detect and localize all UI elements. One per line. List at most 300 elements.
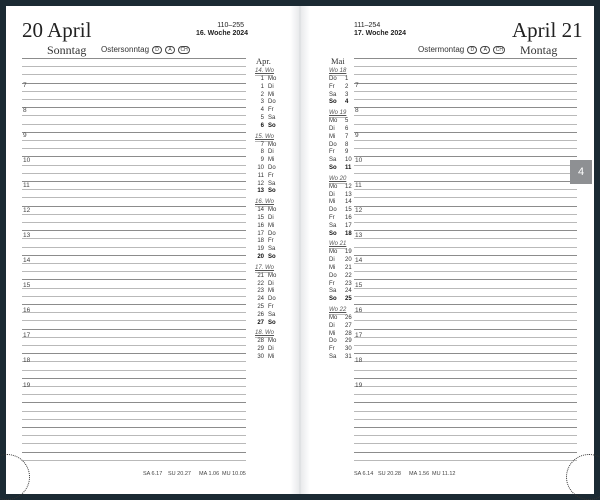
calendar-day-row	[329, 184, 352, 191]
calendar-day-cell: Mo	[329, 315, 338, 321]
right-rule-line	[354, 238, 577, 239]
calendar-day-cell: 10	[345, 157, 352, 164]
right-rule-line	[354, 132, 577, 133]
calendar-day-row	[329, 142, 348, 149]
calendar-week-label: 18. Wo	[255, 330, 275, 337]
left-rule-line	[22, 197, 246, 198]
calendar-day-cell: 9	[345, 149, 349, 156]
calendar-day-cell: 22	[257, 280, 264, 287]
calendar-day-row	[255, 231, 276, 238]
right-rule-line	[354, 247, 577, 248]
calendar-day-row	[255, 76, 276, 83]
left-month: April	[47, 18, 92, 42]
right-rule-line	[354, 361, 577, 362]
left-rule-line	[22, 304, 246, 305]
left-day-number: 20	[22, 18, 43, 42]
right-rule-line	[354, 419, 577, 420]
right-rule-line	[354, 206, 577, 207]
right-rule-line	[354, 329, 577, 330]
calendar-day-cell: Di	[268, 346, 274, 353]
calendar-day-cell: Di	[329, 191, 335, 198]
left-hour-label: 17	[23, 332, 31, 339]
calendar-day-cell: 26	[345, 315, 352, 321]
calendar-day-cell: 17	[257, 230, 264, 237]
left-rule-line	[22, 411, 246, 412]
calendar-day-cell: 13	[345, 191, 352, 198]
left-moonset: MU 10.05	[222, 471, 246, 477]
calendar-day-cell: So	[329, 99, 337, 106]
calendar-day-cell: So	[329, 165, 337, 171]
calendar-day-cell: Fr	[329, 83, 335, 90]
left-rule-line	[22, 402, 246, 403]
right-rule-line	[354, 296, 577, 297]
right-rule-line	[354, 107, 577, 108]
right-sunrise: SA 6.14	[354, 471, 374, 477]
calendar-day-row	[329, 331, 352, 338]
calendar-day-cell: 20	[345, 257, 352, 264]
calendar-day-row	[255, 296, 276, 303]
left-week-info	[196, 22, 249, 38]
left-hour-label: 9	[23, 132, 27, 139]
left-rule-line	[22, 263, 246, 264]
calendar-day-cell: 20	[257, 254, 264, 260]
left-date-title	[22, 18, 91, 43]
calendar-day-cell: 14	[257, 207, 264, 214]
left-rule-line	[22, 247, 246, 248]
calendar-day-row	[329, 281, 352, 288]
calendar-day-cell: 17	[345, 222, 352, 229]
left-sunset: SU 20.27	[168, 471, 191, 477]
calendar-day-cell: Mo	[268, 338, 277, 345]
calendar-day-cell: 11	[345, 165, 352, 171]
right-week-label: 17. Woche 2024	[354, 30, 407, 37]
calendar-day-cell: 23	[345, 280, 352, 287]
calendar-day-row	[329, 76, 348, 83]
right-rule-line	[354, 230, 577, 231]
calendar-day-cell: Fr	[329, 149, 335, 156]
right-hour-label: 9	[355, 132, 359, 139]
calendar-day-cell: 4	[345, 99, 349, 106]
calendar-day-cell: 8	[345, 141, 349, 148]
right-rule-line	[354, 402, 577, 403]
calendar-day-cell: 5	[345, 118, 349, 125]
april-calendar-title: Apr.	[256, 56, 271, 66]
calendar-day-row	[329, 346, 352, 353]
calendar-day-cell: Di	[268, 280, 274, 287]
calendar-day-cell: 24	[345, 288, 352, 295]
left-rule-line	[22, 443, 246, 444]
left-rule-line	[22, 345, 246, 346]
calendar-day-cell: 13	[257, 188, 264, 195]
calendar-day-cell: Mo	[268, 76, 277, 82]
calendar-day-cell: Mi	[329, 330, 336, 337]
calendar-day-row	[329, 118, 348, 125]
right-rule-line	[354, 435, 577, 436]
calendar-day-cell: 25	[257, 304, 264, 310]
calendar-day-row	[255, 281, 274, 288]
calendar-day-cell: 19	[345, 249, 352, 256]
left-rule-line	[22, 115, 246, 116]
left-rule-line	[22, 91, 246, 92]
right-holiday-name: Ostermontag	[418, 45, 465, 54]
calendar-day-cell: Fr	[329, 215, 335, 221]
right-rule-line	[354, 181, 577, 182]
calendar-week-label: 16. Wo	[255, 199, 275, 206]
calendar-day-cell: 29	[257, 346, 264, 353]
calendar-day-row	[255, 165, 276, 172]
left-rule-line	[22, 238, 246, 239]
calendar-day-cell: 18	[257, 238, 264, 245]
right-day-number: 21	[561, 18, 583, 42]
calendar-day-row	[255, 346, 274, 353]
calendar-day-cell: 27	[257, 319, 264, 326]
right-hour-label: 14	[355, 257, 363, 264]
calendar-day-cell: Fr	[268, 304, 274, 310]
right-sunset: SU 20.28	[378, 471, 401, 477]
calendar-day-row	[255, 246, 275, 253]
calendar-day-row	[329, 288, 352, 295]
right-rule-line	[354, 263, 577, 264]
calendar-day-cell: Do	[329, 207, 337, 214]
right-rule-line	[354, 74, 577, 75]
left-rule-line	[22, 329, 246, 330]
left-rule-line	[22, 156, 246, 157]
calendar-day-cell: 14	[345, 199, 352, 206]
calendar-day-row	[255, 142, 276, 149]
left-rule-line	[22, 435, 246, 436]
calendar-week-label: 15. Wo	[255, 133, 275, 140]
left-weekday: Sonntag	[47, 43, 87, 57]
calendar-day-row	[255, 115, 275, 122]
left-hour-label: 7	[23, 82, 27, 89]
calendar-week-label: 17. Wo	[255, 264, 275, 271]
calendar-week-label: 14. Wo	[255, 68, 275, 74]
calendar-day-cell: Mi	[268, 354, 275, 360]
right-badge-a: A	[480, 46, 490, 54]
calendar-day-row	[255, 92, 274, 99]
left-week-label: 16. Woche 2024	[196, 30, 249, 37]
right-day-of-year: 111–254	[354, 22, 381, 29]
right-rule-line	[354, 312, 577, 313]
right-badge-ch: CH	[493, 46, 505, 54]
calendar-day-cell: Fr	[268, 238, 274, 245]
left-badge-ch: CH	[178, 46, 190, 54]
calendar-day-cell: Do	[268, 230, 276, 237]
calendar-day-row	[255, 304, 274, 311]
calendar-day-cell: Di	[329, 257, 335, 264]
calendar-day-cell: 1	[345, 76, 349, 82]
left-rule-line	[22, 74, 246, 75]
calendar-day-row	[255, 288, 274, 295]
calendar-day-cell: Mi	[268, 222, 275, 229]
calendar-day-cell: Mi	[268, 288, 275, 295]
calendar-day-cell: Fr	[268, 172, 274, 179]
left-rule-line	[22, 173, 246, 174]
calendar-day-cell: Do	[329, 141, 337, 148]
right-rule-line	[354, 443, 577, 444]
month-tab[interactable]: 4	[570, 160, 592, 184]
calendar-day-cell: Sa	[329, 288, 337, 295]
calendar-day-cell: 1	[260, 76, 264, 82]
left-hour-label: 19	[23, 382, 31, 389]
right-rule-line	[354, 288, 577, 289]
calendar-day-cell: Sa	[268, 180, 276, 187]
left-moonrise: MA 1.06	[199, 471, 220, 477]
left-rule-line	[22, 99, 246, 100]
right-rule-line	[354, 255, 577, 256]
left-hour-label: 15	[23, 282, 31, 289]
calendar-day-cell: 15	[345, 207, 352, 214]
calendar-day-cell: 19	[257, 246, 264, 253]
calendar-week-label: Wo 18	[329, 68, 347, 74]
left-holiday	[101, 45, 190, 54]
calendar-day-cell: Do	[268, 296, 276, 303]
calendar-day-row	[329, 192, 352, 199]
right-rule-line	[354, 320, 577, 321]
right-rule-line	[354, 427, 577, 428]
calendar-day-row	[329, 99, 348, 106]
calendar-day-cell: Mo	[329, 249, 338, 256]
left-rule-line	[22, 427, 246, 428]
calendar-day-cell: Fr	[329, 346, 335, 353]
left-hour-label: 13	[23, 232, 31, 239]
calendar-day-cell: 27	[345, 322, 352, 329]
left-rule-line	[22, 271, 246, 272]
left-rule-line	[22, 255, 246, 256]
calendar-day-row	[255, 354, 274, 361]
calendar-day-row	[329, 249, 352, 256]
right-moonset: MU 11.12	[432, 471, 456, 477]
calendar-day-row	[329, 134, 348, 141]
left-rule-line	[22, 361, 246, 362]
calendar-day-cell: 7	[345, 133, 349, 140]
calendar-day-cell: Mo	[268, 141, 277, 148]
calendar-day-row	[329, 157, 352, 164]
calendar-day-cell: 9	[260, 157, 264, 164]
right-weekday: Montag	[520, 43, 558, 57]
calendar-day-row	[329, 231, 352, 238]
left-hour-label: 8	[23, 107, 27, 114]
right-rule-line	[354, 197, 577, 198]
calendar-day-cell: Sa	[329, 222, 337, 229]
right-hour-label: 19	[355, 382, 363, 389]
calendar-day-cell: 1	[260, 83, 264, 90]
left-hour-label: 18	[23, 357, 31, 364]
calendar-day-cell: 22	[345, 272, 352, 279]
calendar-day-cell: 8	[260, 149, 264, 156]
calendar-day-row	[255, 273, 276, 280]
right-rule-line	[354, 345, 577, 346]
left-hour-label: 16	[23, 307, 31, 314]
left-rule-line	[22, 124, 246, 125]
calendar-day-row	[255, 312, 275, 319]
left-sunrise: SA 6.17	[143, 471, 163, 477]
calendar-day-cell: So	[329, 296, 337, 303]
left-rule-line	[22, 353, 246, 354]
calendar-day-cell: So	[268, 254, 276, 260]
right-hour-label: 17	[355, 332, 363, 339]
calendar-day-cell: 24	[257, 296, 264, 303]
right-hour-label: 13	[355, 232, 363, 239]
calendar-day-cell: 10	[257, 165, 264, 171]
calendar-day-cell: Mi	[268, 157, 275, 164]
calendar-day-cell: Fr	[329, 280, 335, 287]
calendar-day-cell: Mo	[268, 207, 277, 214]
right-rule-line	[354, 165, 577, 166]
calendar-day-cell: Di	[268, 83, 274, 90]
left-rule-line	[22, 222, 246, 223]
right-rule-line	[354, 66, 577, 67]
calendar-day-row	[255, 123, 276, 130]
right-week-info	[354, 22, 406, 38]
calendar-day-row	[329, 273, 352, 280]
calendar-day-cell: 6	[260, 122, 264, 129]
calendar-day-cell: Do	[329, 272, 337, 279]
calendar-day-row	[255, 320, 276, 327]
right-hour-label: 8	[355, 107, 359, 114]
calendar-day-row	[255, 254, 276, 261]
calendar-day-row	[255, 181, 275, 188]
calendar-day-row	[255, 188, 276, 195]
calendar-day-row	[329, 296, 352, 303]
left-rule-line	[22, 320, 246, 321]
right-rule-line	[354, 452, 577, 453]
left-rule-line	[22, 189, 246, 190]
calendar-day-cell: 16	[345, 215, 352, 221]
calendar-week-label: Wo 20	[329, 175, 347, 182]
right-rule-line	[354, 386, 577, 387]
calendar-day-cell: Do	[329, 338, 337, 345]
left-rule-line	[22, 419, 246, 420]
right-rule-line	[354, 124, 577, 125]
calendar-day-cell: 29	[345, 338, 352, 345]
left-rule-line	[22, 132, 246, 133]
calendar-day-row	[255, 157, 274, 164]
calendar-day-cell: Sa	[329, 91, 337, 98]
calendar-day-cell: Sa	[268, 246, 276, 253]
right-rule-line	[354, 271, 577, 272]
calendar-day-row	[329, 354, 352, 361]
calendar-day-cell: 15	[257, 215, 264, 221]
calendar-day-cell: Di	[268, 215, 274, 221]
calendar-day-cell: Di	[268, 149, 274, 156]
calendar-day-cell: Mo	[329, 118, 338, 125]
left-rule-line	[22, 83, 246, 84]
calendar-day-cell: 11	[257, 172, 264, 179]
left-badge-d: D	[152, 46, 162, 54]
calendar-day-row	[255, 99, 276, 106]
left-rule-line	[22, 165, 246, 166]
calendar-day-row	[329, 165, 351, 172]
calendar-day-cell: 31	[345, 354, 352, 360]
calendar-day-row	[329, 149, 348, 156]
right-rule-line	[354, 156, 577, 157]
left-rule-line	[22, 66, 246, 67]
left-rule-line	[22, 394, 246, 395]
calendar-day-cell: Mi	[268, 91, 275, 98]
left-hour-label: 14	[23, 257, 31, 264]
calendar-day-cell: Di	[329, 322, 335, 329]
left-rule-line	[22, 460, 246, 461]
calendar-day-cell: Mo	[329, 183, 338, 190]
calendar-day-row	[255, 107, 274, 114]
right-rule-line	[354, 370, 577, 371]
right-badge-d: D	[467, 46, 477, 54]
calendar-day-cell: So	[268, 188, 276, 195]
calendar-day-cell: 28	[345, 330, 352, 337]
calendar-day-cell: 18	[345, 230, 352, 237]
left-day-of-year: 110–255	[217, 22, 244, 29]
right-rule-line	[354, 337, 577, 338]
left-rule-line	[22, 337, 246, 338]
calendar-day-cell: 16	[257, 222, 264, 229]
left-rule-line	[22, 378, 246, 379]
left-rule-line	[22, 296, 246, 297]
calendar-day-cell: Do	[268, 99, 276, 106]
calendar-day-row	[329, 257, 352, 264]
left-rule-line	[22, 206, 246, 207]
left-hour-label: 11	[23, 182, 30, 189]
right-rule-line	[354, 304, 577, 305]
left-rule-line	[22, 386, 246, 387]
left-page	[6, 6, 296, 494]
right-rule-line	[354, 140, 577, 141]
calendar-day-cell: Mi	[329, 133, 336, 140]
calendar-day-cell: 3	[260, 99, 264, 106]
left-rule-line	[22, 148, 246, 149]
right-hour-label: 12	[355, 207, 363, 214]
right-rule-line	[354, 353, 577, 354]
right-hour-label: 11	[355, 182, 362, 189]
calendar-day-cell: Do	[329, 76, 337, 82]
right-rule-line	[354, 91, 577, 92]
right-rule-line	[354, 214, 577, 215]
calendar-week-label: Wo 22	[329, 307, 347, 313]
calendar-day-cell: So	[268, 319, 276, 326]
right-holiday	[418, 45, 505, 54]
right-rule-line	[354, 222, 577, 223]
calendar-day-cell: Mi	[329, 265, 336, 271]
right-rule-line	[354, 173, 577, 174]
calendar-day-cell: 21	[345, 265, 352, 271]
calendar-day-row	[255, 223, 274, 230]
calendar-week-label: Wo 19	[329, 110, 347, 117]
calendar-day-cell: 30	[257, 354, 264, 360]
right-hour-label: 10	[355, 157, 363, 164]
right-hour-label: 15	[355, 282, 363, 289]
calendar-day-row	[329, 223, 352, 230]
right-rule-line	[354, 378, 577, 379]
left-rule-line	[22, 312, 246, 313]
may-calendar-title: Mai	[331, 56, 345, 66]
calendar-day-cell: Di	[329, 126, 335, 132]
calendar-day-cell: 4	[260, 107, 264, 114]
calendar-day-cell: 26	[257, 311, 264, 318]
calendar-day-cell: Sa	[268, 311, 276, 318]
right-rule-line	[354, 189, 577, 190]
left-holiday-name: Ostersonntag	[101, 45, 150, 54]
calendar-day-cell: 5	[260, 115, 264, 121]
left-rule-line	[22, 181, 246, 182]
calendar-day-row	[329, 323, 352, 330]
right-date-title	[512, 18, 583, 43]
calendar-day-cell: 30	[345, 346, 352, 353]
calendar-day-cell: 3	[345, 91, 349, 98]
right-rule-line	[354, 99, 577, 100]
left-hour-label: 12	[23, 207, 31, 214]
calendar-day-cell: Sa	[268, 115, 276, 121]
calendar-day-row	[255, 173, 274, 180]
